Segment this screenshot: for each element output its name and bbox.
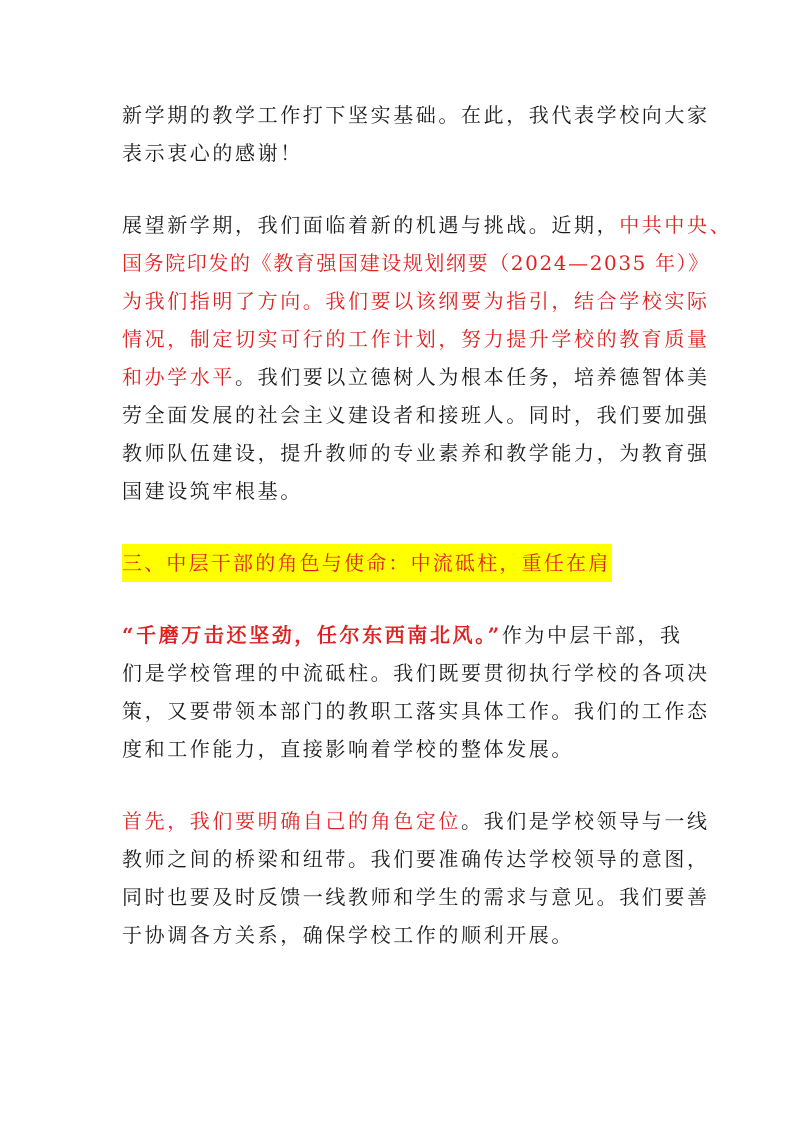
text-line: 度和工作能力，直接影响着学校的整体发展。 [122,737,574,761]
text-line: 教师之间的桥梁和纽带。我们要准确传达学校领导的意图， [122,847,710,871]
document-page [122,96,733,954]
paragraph-role-positioning [122,802,710,954]
highlighted-text-line: 情况，制定切实可行的工作计划，努力提升学校的教育质量 [122,327,710,351]
paragraph-outlook [122,206,733,510]
text-segment: 。我们是学校领导与一线 [461,809,710,833]
section-heading-row [122,544,682,582]
section-heading: 三、中层干部的角色与使命：中流砥柱，重任在肩 [122,544,612,582]
paragraph-role-mission [122,616,710,768]
highlighted-text-line: 国务院印发的《教育强国建设规划纲要（2024—2035 年）》 [122,251,710,275]
text-line: 教师队伍建设，提升教师的专业素养和教学能力，为教育强 [122,441,710,465]
text-line: 劳全面发展的社会主义建设者和接班人。同时，我们要加强 [122,403,710,427]
highlighted-text: 中共中央、 [619,213,733,237]
text-segment: 。我们要以立德树人为根本任务，培养德智体美 [235,365,710,389]
highlighted-text: 和办学水平 [122,365,235,389]
text-line: 策，又要带领本部门的教职工落实具体工作。我们的工作态 [122,699,710,723]
highlighted-text: 首先，我们要明确自己的角色定位 [122,809,461,833]
highlighted-text-line: 为我们指明了方向。我们要以该纲要为指引，结合学校实际 [122,289,710,313]
text-segment: 展望新学期，我们面临着新的机遇与挑战。近期， [122,213,620,237]
text-line: 同时也要及时反馈一线教师和学生的需求与意见。我们要善 [122,885,710,909]
text-line: 新学期的教学工作打下坚实基础。在此，我代表学校向大家 [122,103,710,127]
text-line [122,358,710,396]
text-line: 们是学校管理的中流砥柱。我们既要贯彻执行学校的各项决 [122,661,710,685]
text-line [122,802,710,840]
text-line: 于协调各方关系，确保学校工作的顺利开展。 [122,923,574,947]
text-line [122,206,733,244]
text-segment: 作为中层干部，我 [501,623,683,647]
poem-quote: “千磨万击还坚劲，任尔东西南北风。” [122,623,502,647]
text-line: 国建设筑牢根基。 [122,479,303,503]
text-line [122,616,682,654]
text-line: 表示衷心的感谢！ [122,141,303,165]
paragraph-closing-thanks [122,96,710,172]
